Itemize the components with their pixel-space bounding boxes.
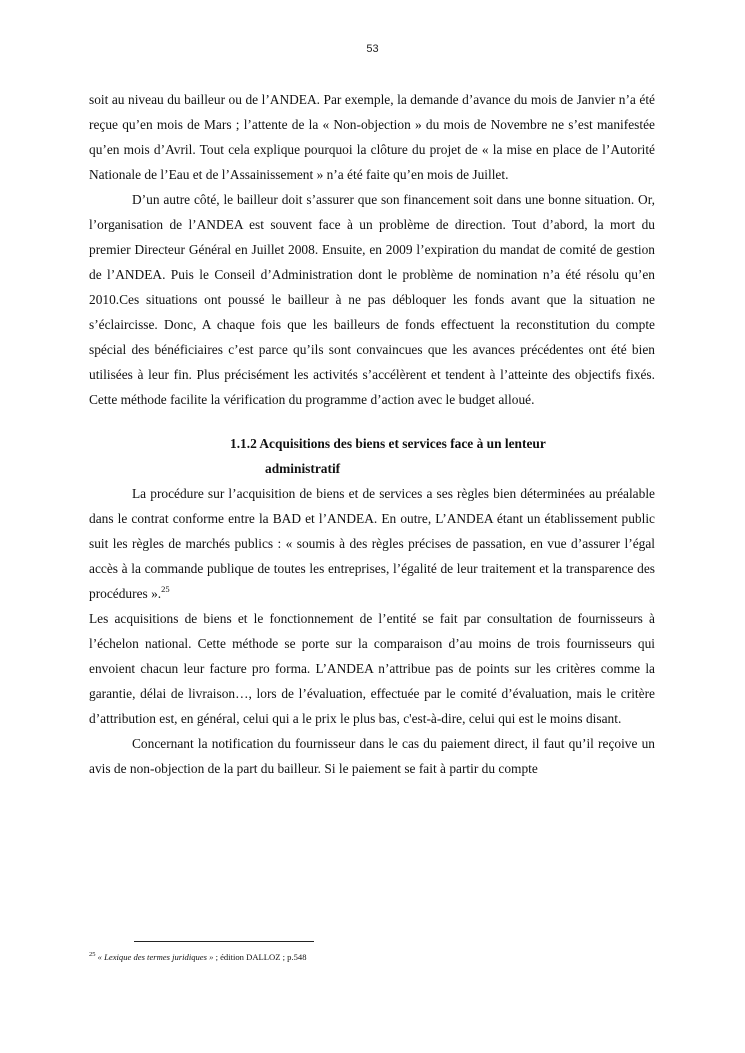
- paragraph-3-text: La procédure sur l’acquisition de biens et de services a ses règles bien déterminées au préalable dans le contrat conforme entre la BAD et l’ANDEA. En outre, L’ANDEA étant un établissement public suit les règles de marchés publics : « soumis à des règles précises de passation, en vue d’assurer l’égal accès à la commande publique de toutes les entreprises, l’égalité de leur traitement et la transparence des procédures ».: [89, 486, 655, 601]
- footnote: [89, 951, 655, 963]
- paragraph-3: [89, 481, 655, 606]
- paragraph-1: soit au niveau du bailleur ou de l’ANDEA. Par exemple, la demande d’avance du mois de Janvier n’a été reçue qu’en mois de Mars ; l’attente de la « Non-objection » du mois de Novembre ne s’est manifestée qu’en mois d’Avril. Tout cela explique pourquoi la clôture du projet de « la mise en place de l’Autorité Nationale de l’Eau et de l’Assainissement » n’a été faite qu’en mois de Juillet.: [89, 92, 655, 182]
- paragraph-5: Concernant la notification du fournisseur dans le cas du paiement direct, il faut qu’il reçoive un avis de non-objection de la part du bailleur. Si le paiement se fait à partir du compte: [89, 736, 655, 776]
- body-text: [89, 87, 655, 781]
- section-heading-line2: administratif: [265, 461, 341, 476]
- footnote-reference[interactable]: 25: [161, 584, 170, 594]
- paragraph-4: Les acquisitions de biens et le fonctionnement de l’entité se fait par consultation de fournisseurs à l’échelon national. Cette méthode se porte sur la comparaison d’au moins de trois fournisseurs qui envoient chacun leur facture pro forma. L’ANDEA n’attribue pas de points sur les critères comme la garantie, délai de livraison…, lors de l’évaluation, effectuée par le comité d’évaluation, mais le critère d’attribution est, en général, celui qui a le prix le plus bas, c'est-à-dire, celui qui est le moins disant.: [89, 611, 655, 726]
- section-heading: [89, 431, 655, 481]
- footnote-source: ; édition DALLOZ ; p.548: [213, 952, 307, 962]
- page-number: 53: [366, 43, 379, 55]
- footnote-number: 25: [89, 951, 96, 958]
- paragraph-2: D’un autre côté, le bailleur doit s’assurer que son financement soit dans une bonne situation. Or, l’organisation de l’ANDEA est souvent face à un problème de direction. Tout d’abord, la mort du premier Directeur Général en Juillet 2008. Ensuite, en 2009 l’expiration du mandat de comité de gestion de l’ANDEA. Puis le Conseil d’Administration dont le problème de nomination n’a été résolu qu’en 2010.Ces situations ont poussé le bailleur à ne pas débloquer les fonds avant que la situation ne s’éclaircisse. Donc, A chaque fois que les bailleurs de fonds effectuent la reconstitution du compte spécial des bénéficiaires c’est parce qu’ils sont convaincues que les avances précédentes ont été bien utilisées à leur fin. Plus précisément les activités s’accélèrent et tendent à l’atteinte des objectifs fixés. Cette méthode facilite la vérification du programme d’action avec le budget alloué.: [89, 192, 655, 407]
- section-heading-line1: 1.1.2 Acquisitions des biens et services face à un lenteur: [230, 436, 546, 451]
- footnote-title: « Lexique des termes juridiques »: [97, 952, 214, 962]
- footnote-separator: [134, 941, 314, 942]
